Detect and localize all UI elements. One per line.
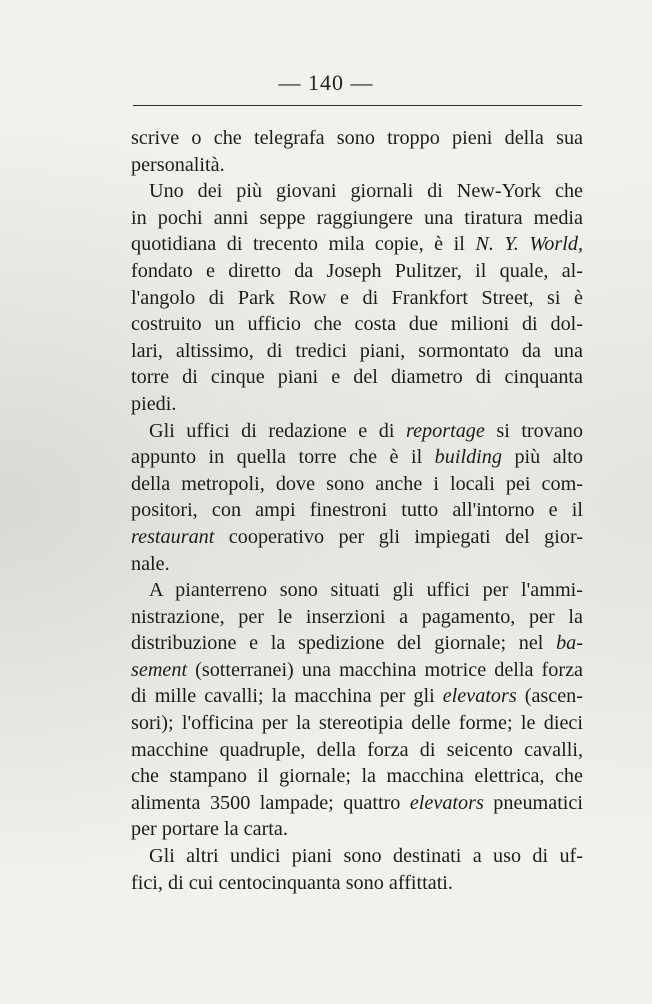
text-run: personalità. bbox=[131, 153, 225, 176]
text-run: in pochi anni seppe raggiungere una tiratura media bbox=[131, 206, 583, 229]
text-run: Gli altri undici piani sono destinati a uso di uf- bbox=[149, 845, 583, 868]
text-run: costruito un ufficio che costa due milioni di dol- bbox=[131, 313, 583, 336]
text-line bbox=[131, 710, 583, 737]
text-line bbox=[131, 843, 583, 870]
italic-text: elevators bbox=[409, 791, 484, 814]
text-run: piedi. bbox=[131, 392, 177, 415]
italic-text: building bbox=[434, 446, 502, 469]
text-run: scrive o che telegrafa sono troppo pieni della sua bbox=[131, 127, 583, 149]
text-line bbox=[131, 205, 583, 232]
text-run: si trovano bbox=[484, 419, 583, 442]
text-run: Gli uffici di redazione e di bbox=[149, 419, 406, 442]
text-line bbox=[131, 551, 583, 578]
text-line bbox=[131, 737, 583, 764]
italic-text: sement bbox=[131, 658, 188, 681]
page-number-header: — 140 — bbox=[278, 70, 374, 95]
text-line bbox=[131, 178, 583, 205]
text-line bbox=[131, 391, 583, 418]
text-run: alimenta 3500 lampade; quattro bbox=[131, 791, 410, 814]
text-run: fici, di cui centocinquanta sono affittati. bbox=[131, 871, 453, 894]
text-line bbox=[131, 471, 583, 498]
text-line bbox=[131, 763, 583, 790]
text-run: di mille cavalli; la macchina per gli bbox=[131, 685, 443, 708]
text-line bbox=[131, 152, 583, 179]
text-run: per portare la carta. bbox=[131, 818, 288, 841]
text-line bbox=[131, 657, 583, 684]
text-run: distribuzione e la spedizione del giornale; nel bbox=[131, 632, 557, 655]
text-line bbox=[131, 418, 583, 445]
text-line bbox=[131, 497, 583, 524]
text-line bbox=[131, 311, 583, 338]
text-run: (sotterranei) una macchina motrice della forza bbox=[187, 658, 583, 681]
text-line bbox=[131, 258, 583, 285]
text-run: nale. bbox=[131, 552, 170, 575]
text-line bbox=[131, 444, 583, 471]
text-line bbox=[131, 231, 583, 258]
body-text bbox=[131, 125, 583, 896]
text-line bbox=[131, 870, 583, 897]
text-line bbox=[131, 338, 583, 365]
italic-text: elevators bbox=[442, 685, 517, 708]
text-run: della metropoli, dove sono anche i locali pei com- bbox=[131, 472, 583, 495]
text-line bbox=[131, 604, 583, 631]
text-line bbox=[131, 577, 583, 604]
text-line bbox=[131, 790, 583, 817]
text-line bbox=[131, 285, 583, 312]
text-run: macchine quadruple, della forza di seicento cavalli, bbox=[131, 738, 583, 761]
text-run: più alto bbox=[501, 446, 583, 469]
text-line bbox=[131, 125, 583, 152]
italic-text: N. Y. World, bbox=[475, 233, 584, 256]
text-run: cooperativo per gli impiegati del gior- bbox=[214, 525, 583, 548]
text-run: positori, con ampi finestroni tutto all'intorno e il bbox=[131, 499, 583, 522]
header-rule bbox=[133, 105, 582, 106]
text-run: fondato e diretto da Joseph Pulitzer, il quale, al- bbox=[131, 259, 583, 282]
text-run: (ascen- bbox=[516, 685, 583, 708]
text-run: torre di cinque piani e del diametro di cinquanta bbox=[131, 366, 583, 389]
text-line bbox=[131, 816, 583, 843]
italic-text: restaurant bbox=[131, 525, 215, 548]
text-line bbox=[131, 524, 583, 551]
text-run: che stampano il giornale; la macchina elettrica, che bbox=[131, 765, 583, 788]
text-run: quotidiana di trecento mila copie, è il bbox=[131, 233, 476, 256]
text-run: Uno dei più giovani giornali di New-York che bbox=[149, 180, 583, 203]
text-run: sori); l'officina per la stereotipia delle forme; le dieci bbox=[131, 712, 583, 735]
text-run: appunto in quella torre che è il bbox=[131, 446, 435, 469]
text-line bbox=[131, 683, 583, 710]
text-line bbox=[131, 630, 583, 657]
italic-text: reportage bbox=[405, 419, 485, 442]
text-run: nistrazione, per le inserzioni a pagamento, per la bbox=[131, 605, 583, 628]
text-run: A pianterreno sono situati gli uffici per l'ammi- bbox=[149, 579, 583, 602]
text-run: pneumatici bbox=[483, 791, 583, 814]
text-run: l'angolo di Park Row e di Frankfort Street, si è bbox=[131, 286, 583, 309]
text-line bbox=[131, 364, 583, 391]
italic-text: ba- bbox=[556, 632, 583, 655]
text-run: lari, altissimo, di tredici piani, sormontato da una bbox=[131, 339, 583, 362]
